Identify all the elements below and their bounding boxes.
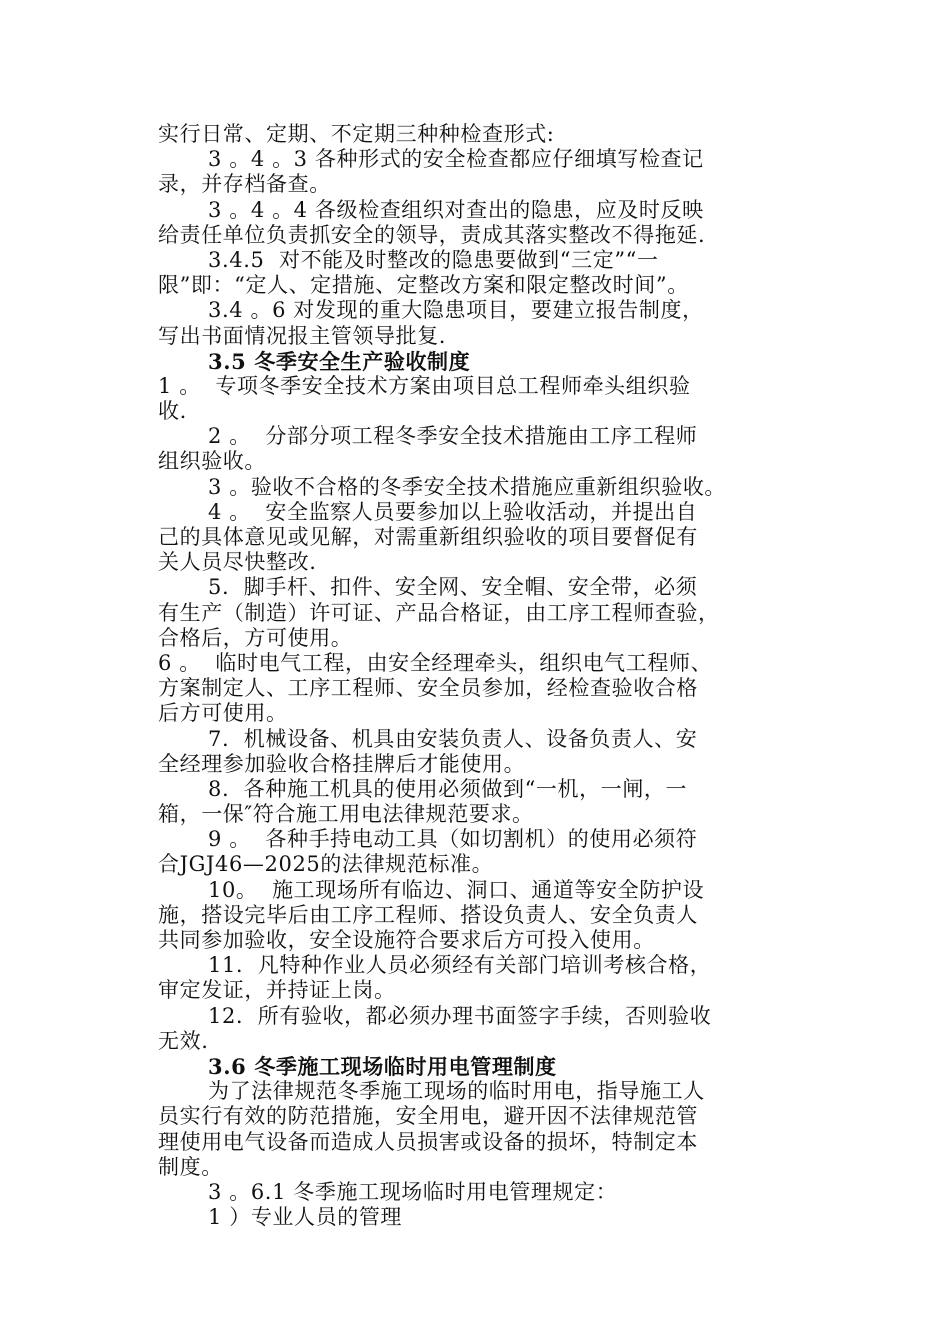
text-line: 录，并存档备查。 [158,172,331,197]
text-line: 1 。 专项冬季安全技术方案由项目总工程师牵头组织验 [158,373,691,398]
text-line: 箱，一保″符合施工用电法律规范要求。 [158,802,534,827]
section-heading: 3.5 冬季安全生产验收制度 [208,348,471,374]
text-line: 3.4.5 对不能及时整改的隐患要做到“三定”“一 [208,247,659,272]
text-line: 理使用电气设备而造成人员损害或设备的损坏，特制定本 [158,1129,698,1154]
text-line: 给责任单位负责抓安全的领导，责成其落实整改不得拖延. [158,222,706,247]
text-line: 7. 机械设备、机具由安装负责人、设备负责人、安 [208,726,698,751]
text-line: 后方可使用。 [158,701,288,726]
text-line: 6 。 临时电气工程，由安全经理牵头，组织电气工程师、 [158,650,713,675]
text-line: 12. 所有验收，都必须办理书面签字手续，否则验收 [208,1003,712,1028]
text-line: 施，搭设完毕后由工序工程师、搭设负责人、安全负责人 [158,902,698,927]
text-line: 11. 凡特种作业人员必须经有关部门培训考核合格， [208,953,712,978]
text-line: 收. [158,399,187,424]
text-line: 审定发证，并持证上岗。 [158,978,396,1003]
text-line: 1 ）专业人员的管理 [208,1205,403,1230]
text-line: 共同参加验收，安全设施符合要求后方可投入使用。 [158,928,655,952]
text-line: 3 。验收不合格的冬季安全技术措施应重新组织验收。 [208,474,727,499]
text-line: 限”即：“定人、定措施、定整改方案和限定整改时间”。 [158,273,689,298]
document-page [158,122,808,1230]
text-line: 合格后，方可使用。 [158,625,353,650]
text-line: 3.4 。6 对发现的重大隐患项目，要建立报告制度， [208,298,704,323]
text-line: 2 。 分部分项工程冬季安全技术措施由工序工程师 [208,424,698,449]
text-line: 实行日常、定期、不定期三种种检查形式: [158,122,555,146]
text-line: 制度。 [158,1154,223,1179]
text-line: 全经理参加验收合格挂牌后才能使用。 [158,751,526,776]
text-line: 3 。6.1 冬季施工现场临时用电管理规定： [208,1179,618,1204]
text-line: 己的具体意见或见解，对需重新组织验收的项目要督促有 [158,525,698,549]
text-line: 方案制定人、工序工程师、安全员参加，经检查验收合格 [158,676,698,701]
text-line: 关人员尽快整改. [158,550,317,575]
text-line: 写出书面情况报主管领导批复. [158,323,447,348]
section-heading: 3.6 冬季施工现场临时用电管理制度 [208,1053,557,1079]
text-line: 3 。4 。4 各级检查组织对查出的隐患，应及时反映 [208,197,704,222]
text-line: 4 。 安全监察人员要参加以上验收活动，并提出自 [208,499,698,524]
text-line: 组织验收。 [158,449,266,474]
text-line: 为了法律规范冬季施工现场的临时用电，指导施工人 [208,1079,705,1104]
text-line: 9 。 各种手持电动工具（如切割机）的使用必须符 [208,827,698,852]
text-line: 无效. [158,1028,209,1053]
text-line: 10。 施工现场所有临边、洞口、通道等安全防护设 [208,877,705,902]
text-line: 5. 脚手杆、扣件、安全网、安全帽、安全带，必须 [208,575,698,600]
text-line: 员实行有效的防范措施，安全用电，避开因不法律规范管 [158,1104,698,1129]
text-line: 3 。4 。3 各种形式的安全检查都应仔细填写检查记 [208,147,704,172]
text-line: 合JGJ46—2025的法律规范标准。 [158,852,494,877]
text-line: 有生产（制造）许可证、产品合格证，由工序工程师查验， [158,600,720,625]
text-line: 8. 各种施工机具的使用必须做到“一机，一闸，一 [208,776,688,801]
